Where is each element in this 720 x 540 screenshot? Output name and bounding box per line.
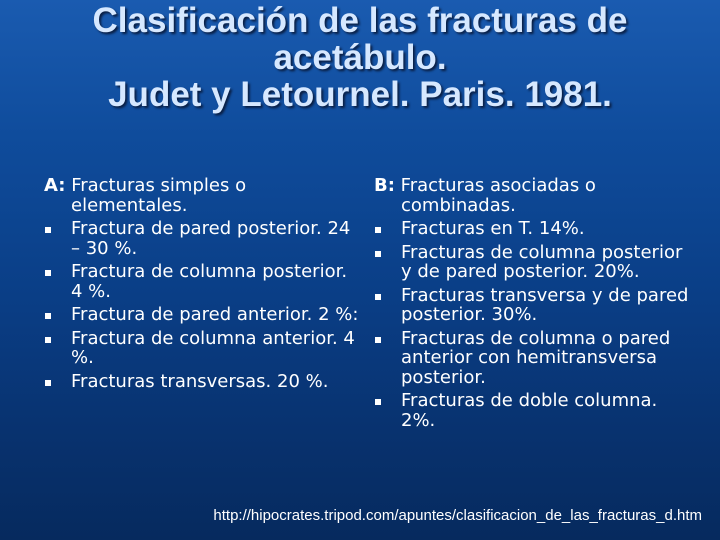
column-b — [374, 176, 694, 434]
title-line-3: Judet y Letournel. Paris. 1981. — [108, 75, 612, 114]
list-item — [374, 286, 694, 325]
list-item-text: Fractura de columna posterior. 4 %. — [71, 261, 348, 302]
list-item — [44, 305, 359, 325]
list-item — [44, 219, 359, 258]
list-item — [44, 329, 359, 368]
list-item — [44, 262, 359, 301]
title-line-1: Clasificación de las fracturas de — [92, 1, 628, 40]
column-b-label: B: — [374, 175, 395, 196]
square-bullet-icon — [375, 251, 381, 257]
list-item-text: Fracturas transversas. 20 %. — [71, 370, 329, 392]
square-bullet-icon — [45, 380, 51, 386]
list-item — [374, 329, 694, 388]
square-bullet-icon — [45, 313, 51, 319]
square-bullet-icon — [45, 227, 51, 233]
column-a-heading — [44, 176, 359, 215]
square-bullet-icon — [45, 337, 51, 343]
column-a-label: A: — [44, 175, 66, 196]
list-item-text: Fractura de pared anterior. 2 %: — [71, 304, 359, 325]
square-bullet-icon — [375, 337, 381, 343]
column-b-list — [374, 219, 694, 430]
list-item-text: Fracturas en T. 14%. — [401, 218, 585, 239]
square-bullet-icon — [375, 227, 381, 233]
title-line-2: acetábulo. — [273, 38, 447, 77]
column-a-heading-text: Fracturas simples o elementales. — [65, 175, 247, 216]
square-bullet-icon — [45, 270, 51, 276]
list-item-text: Fractura de pared posterior. 24 – 30 %. — [71, 218, 351, 259]
column-b-heading-text: Fracturas asociadas o combinadas. — [394, 175, 596, 216]
list-item — [374, 219, 694, 239]
source-url: http://hipocrates.tripod.com/apuntes/clasificacion_de_las_fracturas_d.htm — [213, 507, 702, 524]
list-item — [374, 391, 694, 430]
list-item-text: Fracturas de columna o pared anterior con hemitransversa posterior. — [401, 327, 671, 388]
list-item — [44, 372, 359, 392]
column-b-heading — [374, 176, 694, 215]
list-item-text: Fracturas de columna posterior y de pared posterior. 20%. — [401, 241, 683, 282]
square-bullet-icon — [375, 294, 381, 300]
column-a — [44, 176, 359, 395]
list-item-text: Fractura de columna anterior. 4 %. — [71, 327, 355, 368]
slide-title — [0, 2, 720, 113]
list-item-text: Fracturas transversa y de pared posterior. 30%. — [401, 284, 689, 325]
square-bullet-icon — [375, 399, 381, 405]
list-item-text: Fracturas de doble columna. 2%. — [401, 390, 658, 431]
list-item — [374, 243, 694, 282]
column-a-list — [44, 219, 359, 391]
